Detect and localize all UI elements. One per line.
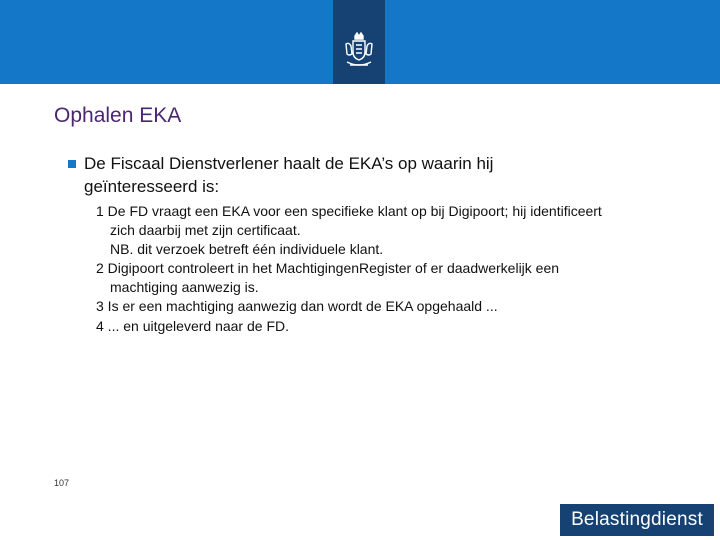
step-4: 4 ... en uitgeleverd naar de FD. (96, 318, 289, 334)
belastingdienst-logo: Belastingdienst (560, 504, 714, 536)
step-2-line-1: 2 Digipoort controleert in het MachtigingenRegister of er daadwerkelijk een (96, 260, 560, 276)
bullet-line-1: De Fiscaal Dienstverlener haalt de EKA’s op waarin hij (84, 154, 494, 173)
step-3: 3 Is er een machtiging aanwezig dan wordt de EKA opgehaald ... (96, 298, 498, 314)
header-bar (0, 0, 720, 84)
bullet-line-2: geïnteresseerd is: (84, 177, 220, 196)
coat-of-arms-icon (341, 30, 377, 70)
step-1-note: NB. dit verzoek betreft één individuele klant. (110, 241, 384, 257)
slide-title: Ophalen EKA (54, 104, 182, 127)
step-1-line-1: 1 De FD vraagt een EKA voor een specifieke klant op bij Digipoort; hij identificeert (96, 203, 602, 219)
bullet-square-icon (68, 160, 76, 168)
page-number: 107 (54, 478, 70, 488)
emblem-strip (333, 0, 385, 84)
step-1-line-2: zich daarbij met zijn certificaat. (110, 222, 301, 238)
step-2-line-2: machtiging aanwezig is. (110, 279, 259, 295)
